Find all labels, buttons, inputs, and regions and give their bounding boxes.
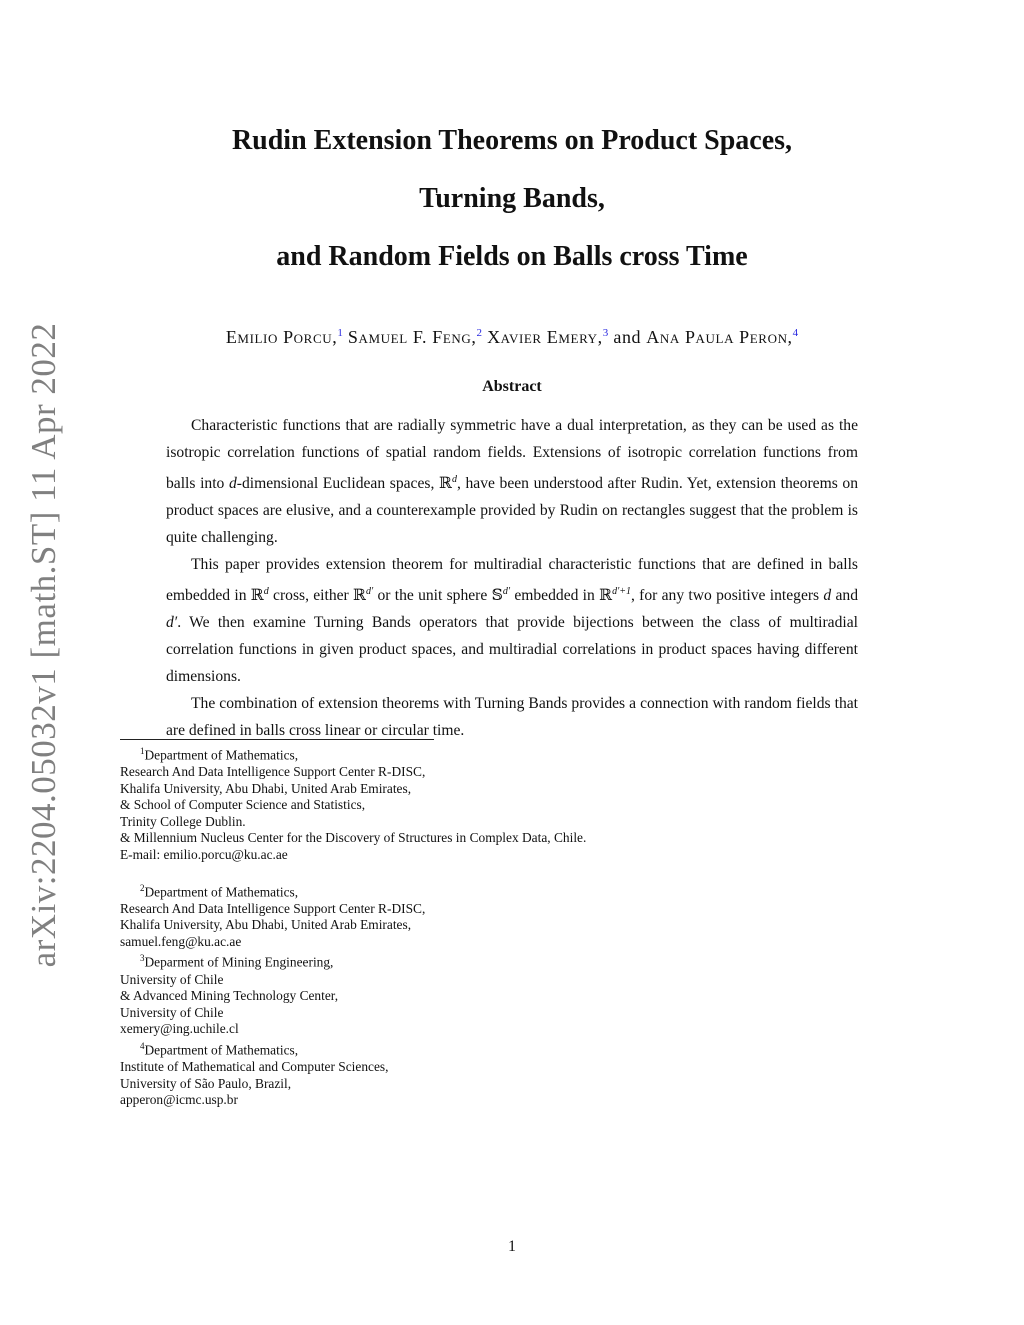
- author-name: Xavier Emery,: [487, 327, 603, 347]
- title-line-2: Turning Bands,: [419, 183, 605, 214]
- author-footnote-link[interactable]: 2: [476, 327, 482, 339]
- footnote-divider: [120, 739, 434, 740]
- footnotes: [120, 743, 820, 1109]
- title-line-3: and Random Fields on Balls cross Time: [276, 241, 748, 272]
- email-link[interactable]: apperon@icmc.usp.br: [120, 1092, 238, 1108]
- abstract-paragraph: Characteristic functions that are radially symmetric have a dual interpretation, as they can be used as the isotropic correlation functions of spatial random fields. Extensions of isotropic correlation functions from balls into d-dimensional Euclidean spaces, ℝ$^d$, have been understood after Rudin. Yet, extension theorems on product spaces are elusive, and a counterexample provided by Rudin on rectangles suggest that the problem is quite challenging.: [166, 417, 859, 547]
- author-list: [120, 327, 904, 348]
- page-number: 1: [508, 1238, 516, 1255]
- abstract-heading: Abstract: [482, 378, 542, 395]
- footnote-3: $^3$Deparment of Mining Engineering, University of Chile & Advanced Mining Technology Center, University of Chile xemery@ing.uchile.cl: [120, 950, 820, 1037]
- author-footnote-link[interactable]: 4: [792, 327, 799, 339]
- footnote-1: $^1$Department of Mathematics, Research And Data Intelligence Support Center R-DISC, Khalifa University, Abu Dhabi, United Arab Emirates, & School of Computer Science and Statistics, Trinity College Dublin. & Millennium Nucleus Center for the Discovery of Structures in Complex Data, Chile. E-mail: emilio.porcu@ku.ac.ae: [120, 743, 820, 864]
- author-footnote-link[interactable]: 3: [602, 327, 609, 339]
- email-link[interactable]: xemery@ing.uchile.cl: [120, 1021, 239, 1037]
- author-footnote-link[interactable]: 1: [337, 327, 343, 339]
- author-conjunction: and: [613, 327, 642, 347]
- title-line-1: Rudin Extension Theorems on Product Spaces,: [231, 125, 793, 156]
- footnote-4: $^4$Department of Mathematics, Institute of Mathematical and Computer Sciences, University of São Paulo, Brazil, apperon@icmc.usp.br: [120, 1038, 820, 1109]
- abstract-body: [166, 412, 858, 744]
- email-link[interactable]: E-mail: emilio.porcu@ku.ac.ae: [120, 847, 288, 863]
- author-name: Emilio Porcu,: [225, 327, 338, 347]
- arxiv-identifier: arXiv:2204.05032v1 [math.ST] 11 Apr 2022: [24, 322, 63, 968]
- email-link[interactable]: samuel.feng@ku.ac.ae: [120, 933, 242, 949]
- author-name: Ana Paula Peron,: [646, 327, 793, 347]
- author-name: Samuel F. Feng,: [347, 327, 477, 347]
- abstract-paragraph: The combination of extension theorems with Turning Bands provides a connection with random fields that are defined in balls cross linear or circular time.: [166, 695, 858, 740]
- paper-title: [120, 112, 904, 286]
- abstract-paragraph: This paper provides extension theorem for multiradial characteristic functions that are defined in balls embedded in ℝ$^d$ cross, either ℝ$^{d'}$ or the unit sphere 𝕊$^{d'}$ embedded in ℝ$^{d'+1}$, for any two positive integers d and d′. We then examine Turning Bands operators that provide bijections between the class of multiradial correlation functions in given product spaces, and multiradial correlations in product spaces having different dimensions.: [166, 556, 858, 686]
- footnote-2: $^2$Department of Mathematics, Research And Data Intelligence Support Center R-DISC, Khalifa University, Abu Dhabi, United Arab Emirates, samuel.feng@ku.ac.ae: [120, 880, 820, 951]
